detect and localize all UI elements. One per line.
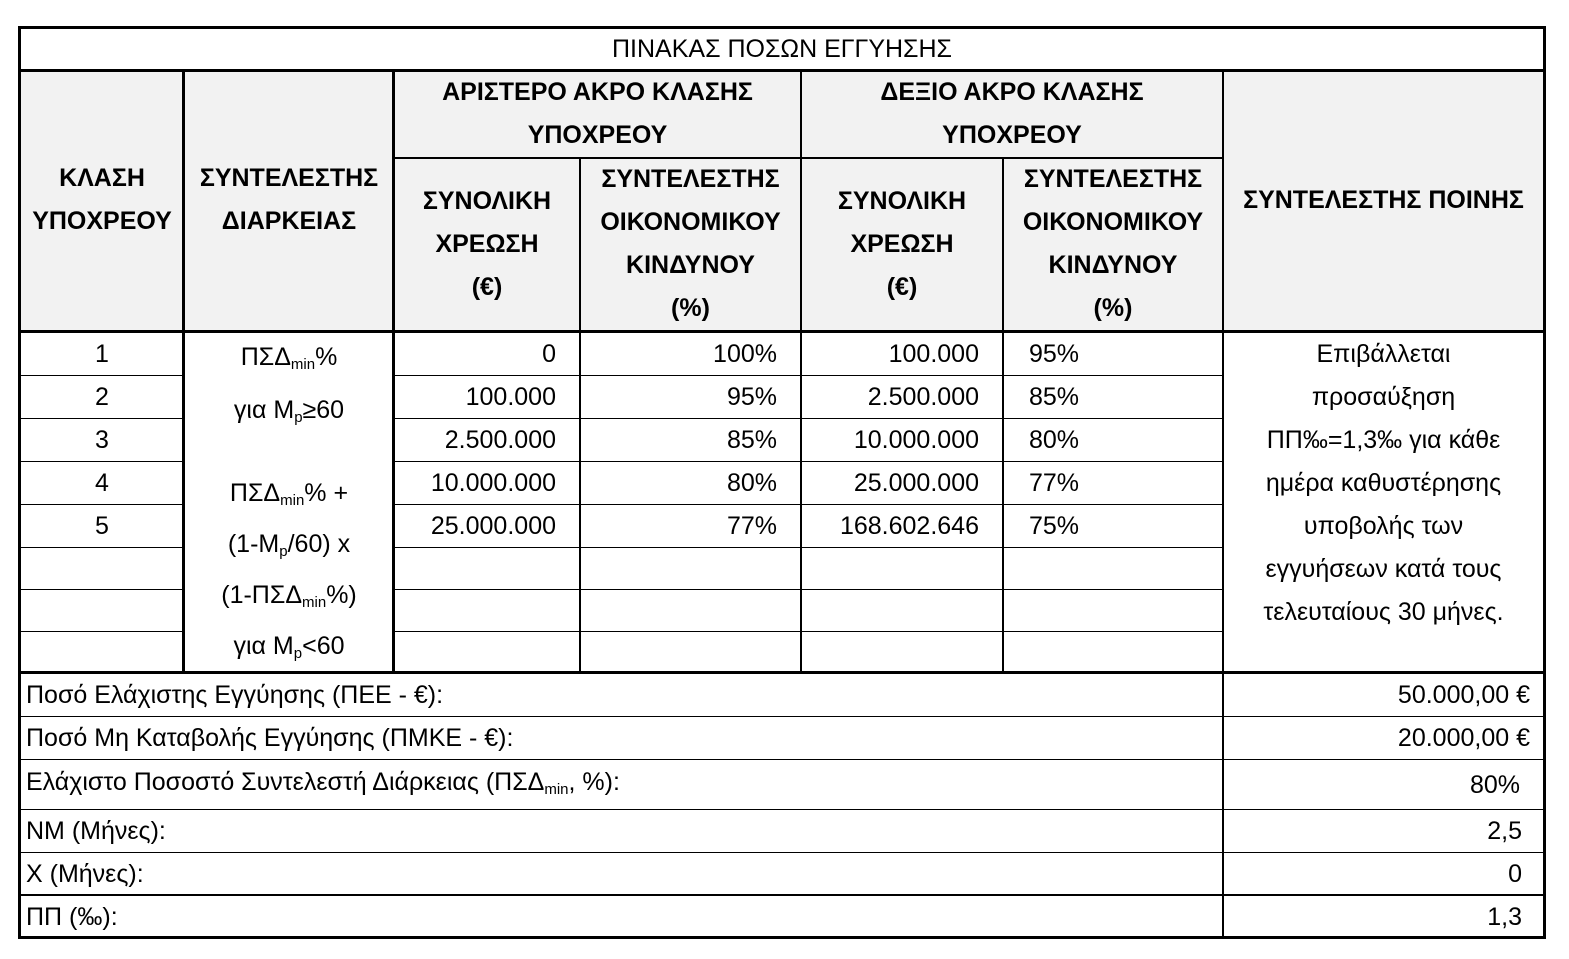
col-divider-5 [1002,158,1004,673]
formula-text: ΠΣΔ [240,343,291,371]
right-risk-value: 95% [1029,340,1080,368]
right-total-charge-cell [801,376,1003,419]
header-left-total-charge [394,158,580,330]
left-charge-value: 25.000.000 [430,512,556,540]
formula-subscript: p [294,409,303,426]
summary-label-pp-permille [20,896,1223,938]
right-charge-value: 100.000 [888,340,979,368]
penalty-line: ημέρα καθυστέρησης [1265,469,1502,497]
row-line [20,461,183,462]
left-risk-coeff-cell [580,376,801,419]
row-line [394,375,1223,376]
col-divider-1 [182,70,185,673]
formula-subscript: p [279,543,288,560]
summary-label-x-months [20,853,1223,895]
row-line [20,375,183,376]
row-line [20,418,183,419]
right-total-charge-cell [801,333,1003,376]
left-risk-coeff-cell [580,419,801,462]
label-subscript: min [544,780,569,798]
row-line [394,461,1223,462]
left-total-charge-cell [394,419,580,462]
row-line [20,589,183,590]
label-part: , %): [568,767,620,796]
col-divider-4 [800,70,802,673]
right-risk-coeff-cell [1003,333,1223,376]
border-right [1543,26,1546,939]
header-right-risk-coeff-label: ΣΥΝΤΕΛΕΣΤΗΣ ΟΙΚΟΝΟΜΙΚΟΥ ΚΙΝΔΥΝΟΥ (%) [1022,165,1204,322]
header-duration-coeff-label: ΣΥΝΤΕΛΕΣΤΗΣ ΔΙΑΡΚΕΙΑΣ [199,164,379,235]
left-charge-value: 2.500.000 [444,426,556,454]
summary-value-min-guarantee [1223,674,1544,717]
header-left-risk-coeff [580,158,801,330]
formula-subscript: min [290,356,316,373]
header-duration-coeff [184,70,394,330]
formula-subscript: min [280,492,305,509]
summary-row-line [20,809,1544,810]
penalty-line: προσαύξηση [1311,383,1456,411]
summary-row-line [20,759,1544,760]
border-left [18,26,21,939]
formula-text: <60 [302,632,345,660]
header-right-total-charge-label: ΣΥΝΟΛΙΚΗ ΧΡΕΩΣΗ (€) [837,186,967,301]
class-value: 3 [95,426,109,454]
label-part: Ελάχιστο Ποσοστό Συντελεστή Διάρκειας (ΠΣΔ [26,767,545,796]
group-header-divider [394,157,1223,159]
left-risk-value: 95% [726,383,777,411]
right-charge-value: 168.602.646 [839,512,979,540]
right-charge-value: 25.000.000 [853,469,979,497]
summary-value-pp-permille [1223,896,1544,938]
summary-label-non-payment [20,717,1223,760]
formula-text: % [315,343,338,371]
table-row-class [20,376,184,419]
summary-row-line [20,852,1544,853]
table-row-class [20,333,184,376]
right-total-charge-cell [801,462,1003,505]
border-bottom [18,936,1546,939]
summary-label-text: ΠΠ (‰): [26,902,118,931]
right-charge-value: 2.500.000 [867,383,979,411]
header-penalty-coeff [1223,70,1544,330]
col-divider-2 [392,70,395,673]
right-risk-coeff-cell [1003,505,1223,548]
row-line [20,631,183,632]
header-right-total-charge [801,158,1003,330]
header-right-edge [801,70,1223,158]
penalty-line: Επιβάλλεται [1316,340,1451,368]
summary-label-text [26,761,620,811]
formula-line-3 [230,472,348,515]
left-charge-value: 0 [542,340,556,368]
header-right-risk-coeff [1003,158,1223,330]
formula-line-5 [221,574,357,617]
header-left-risk-coeff-label: ΣΥΝΤΕΛΕΣΤΗΣ ΟΙΚΟΝΟΜΙΚΟΥ ΚΙΝΔΥΝΟΥ (%) [600,165,781,322]
summary-label-text: Ποσό Ελάχιστης Εγγύησης (ΠΕΕ - €): [26,681,444,709]
summary-row-line [20,894,1544,896]
left-risk-coeff-cell [580,505,801,548]
right-risk-value: 85% [1029,383,1080,411]
right-risk-coeff-cell [1003,376,1223,419]
summary-value-text: 0 [1508,859,1522,888]
formula-text: για Μ [233,396,295,424]
right-total-charge-cell [801,505,1003,548]
header-left-edge-label: ΑΡΙΣΤΕΡΟ ΑΚΡΟ ΚΛΑΣΗΣ ΥΠΟΧΡΕΟΥ [442,78,753,149]
table-row-class [20,462,184,505]
summary-value-text: 1,3 [1487,902,1522,931]
formula-text: %) [326,581,357,609]
title-divider [18,69,1546,72]
header-divider [18,330,1546,333]
row-line [394,418,1223,419]
formula-text: ≥60 [302,396,345,424]
left-risk-value: 77% [726,512,777,540]
summary-label-min-guarantee [20,674,1223,717]
formula-subscript: p [293,645,303,662]
right-risk-coeff-cell [1003,419,1223,462]
class-value: 5 [95,512,109,540]
formula-line-1 [241,336,338,379]
left-total-charge-cell [394,462,580,505]
left-charge-value: 10.000.000 [430,469,556,497]
penalty-line: εγγυήσεων κατά τους [1265,555,1502,583]
left-risk-value: 85% [726,426,777,454]
class-value: 4 [95,469,109,497]
left-risk-coeff-cell [580,462,801,505]
left-total-charge-cell [394,376,580,419]
formula-text: για Μ [233,632,294,660]
header-class [20,70,184,330]
header-left-edge [394,70,801,158]
row-line [394,504,1223,505]
summary-value-nm-months [1223,810,1544,853]
table-row-class [20,505,184,548]
col-divider-3 [579,158,581,673]
summary-label-text: ΝΜ (Μήνες): [26,817,166,845]
formula-subscript: min [302,594,327,611]
formula-line-6 [233,625,344,668]
left-risk-coeff-cell [580,333,801,376]
left-risk-value: 100% [713,340,777,368]
summary-value-non-payment [1223,717,1544,760]
duration-coeff-formula [184,336,394,672]
right-risk-coeff-cell [1003,462,1223,505]
row-line [394,547,1223,548]
penalty-line: τελευταίους 30 μήνες. [1263,598,1504,626]
right-risk-value: 75% [1029,512,1080,540]
row-line [394,631,1223,632]
data-bottom-divider [18,671,1546,674]
formula-text: ΠΣΔ [229,479,281,507]
summary-value-text: 50.000,00 € [1397,681,1530,709]
left-charge-value: 100.000 [465,383,556,411]
header-class-label: ΚΛΑΣΗ ΥΠΟΧΡΕΟΥ [32,164,172,235]
summary-label-nm-months [20,810,1223,853]
summary-label-min-duration-pct [20,762,1223,809]
table-title-text: ΠΙΝΑΚΑΣ ΠΟΣΩΝ ΕΓΓΥΗΣΗΣ [611,34,953,63]
border-top [18,26,1546,29]
formula-text: % + [304,479,349,507]
formula-line-2 [234,389,344,432]
right-risk-value: 77% [1029,469,1080,497]
header-left-total-charge-label: ΣΥΝΟΛΙΚΗ ΧΡΕΩΣΗ (€) [422,186,552,301]
row-line [20,504,183,505]
left-total-charge-cell [394,505,580,548]
summary-value-text: 20.000,00 € [1397,724,1530,752]
summary-row-line [20,716,1544,717]
row-line [20,547,183,548]
summary-label-text: Ποσό Μη Καταβολής Εγγύησης (ΠΜΚΕ - €): [26,724,514,752]
left-risk-value: 80% [726,469,777,497]
summary-value-text: 80% [1469,771,1520,799]
summary-value-min-duration-pct [1223,762,1544,809]
table-row-class [20,419,184,462]
formula-text: (1-Μ [227,530,280,558]
class-value: 2 [95,383,109,411]
penalty-line: υποβολής των [1303,512,1464,540]
summary-value-x-months [1223,853,1544,895]
right-total-charge-cell [801,419,1003,462]
class-value: 1 [95,340,109,368]
penalty-line: ΠΠ‰=1,3‰ για κάθε [1266,426,1501,454]
formula-line-4 [228,523,350,566]
row-line [394,589,1223,590]
formula-text: /60) x [287,530,351,558]
header-right-edge-label: ΔΕΞΙΟ ΑΚΡΟ ΚΛΑΣΗΣ ΥΠΟΧΡΕΟΥ [880,78,1144,149]
right-charge-value: 10.000.000 [853,426,979,454]
summary-value-text: 2,5 [1487,817,1522,845]
left-total-charge-cell [394,333,580,376]
formula-text: (1-ΠΣΔ [221,581,303,609]
penalty-description [1223,333,1544,672]
header-penalty-coeff-label: ΣΥΝΤΕΛΕΣΤΗΣ ΠΟΙΝΗΣ [1243,185,1524,214]
right-risk-value: 80% [1029,426,1080,454]
table-title [20,28,1544,70]
summary-label-text: Χ (Μήνες): [26,859,144,888]
